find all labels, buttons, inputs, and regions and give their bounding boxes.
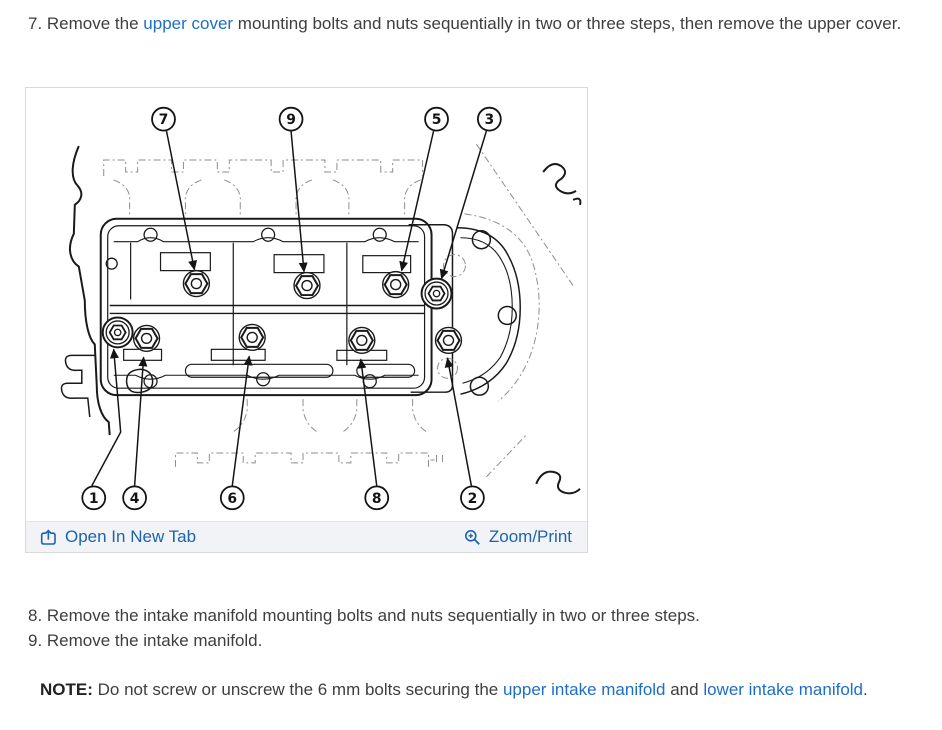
callout-1 [82, 486, 105, 509]
callout-3 [478, 108, 501, 131]
zoom-print-icon [464, 529, 481, 546]
bolt-3 [422, 279, 452, 309]
callout-2 [461, 486, 484, 509]
step-7-pre: 7. Remove the [28, 14, 144, 33]
step-9-text: 9. Remove the intake manifold. [28, 631, 263, 650]
svg-text:8: 8 [371, 490, 382, 507]
bolt-8 [349, 327, 375, 353]
upper-intake-manifold-link[interactable]: upper intake manifold [502, 680, 666, 699]
svg-text:3: 3 [484, 112, 495, 129]
bolt-6 [239, 324, 265, 350]
zoom-print-link[interactable] [464, 527, 572, 547]
svg-text:7: 7 [158, 112, 169, 129]
step-8-text: 8. Remove the intake manifold mounting bolts and nuts sequentially in two or three steps. [28, 606, 700, 625]
bolt-9 [294, 273, 320, 299]
note-post: . [863, 680, 868, 699]
open-in-new-tab-icon [40, 529, 57, 546]
note-pre: Do not screw or unscrew the 6 mm bolts securing the [92, 680, 503, 699]
callout-8 [365, 486, 388, 509]
figure-footer [26, 521, 587, 552]
callout-9 [280, 108, 303, 131]
svg-text:5: 5 [431, 112, 442, 129]
svg-text:6: 6 [227, 490, 238, 507]
callout-4 [123, 486, 146, 509]
bolt-4 [134, 325, 160, 351]
step-7-post: mounting bolts and nuts sequentially in two or three steps, then remove the upper cover. [233, 14, 902, 33]
svg-text:9: 9 [286, 112, 296, 129]
bolt-2 [436, 327, 462, 353]
note-label: NOTE: [40, 680, 93, 699]
svg-text:4: 4 [129, 490, 140, 507]
svg-text:2: 2 [467, 490, 478, 507]
callout-6 [221, 486, 244, 509]
upper-cover-link[interactable]: upper cover [143, 14, 234, 33]
figure-panel [25, 87, 588, 553]
engine-diagram [26, 88, 587, 521]
lower-intake-manifold-link[interactable]: lower intake manifold [703, 680, 864, 699]
bolt-5 [383, 272, 409, 298]
note-conj: and [665, 680, 704, 699]
bolt-7 [183, 271, 209, 297]
figure-canvas [26, 88, 587, 521]
zoom-print-label: Zoom/Print [488, 527, 572, 546]
open-in-new-tab-label: Open In New Tab [65, 527, 197, 546]
bolt-1 [103, 317, 133, 347]
step-7-text [28, 13, 901, 35]
callout-5 [425, 108, 448, 131]
note-text [40, 680, 868, 700]
callout-7 [152, 108, 175, 131]
svg-text:1: 1 [88, 490, 99, 507]
open-in-new-tab-link[interactable] [40, 527, 196, 547]
